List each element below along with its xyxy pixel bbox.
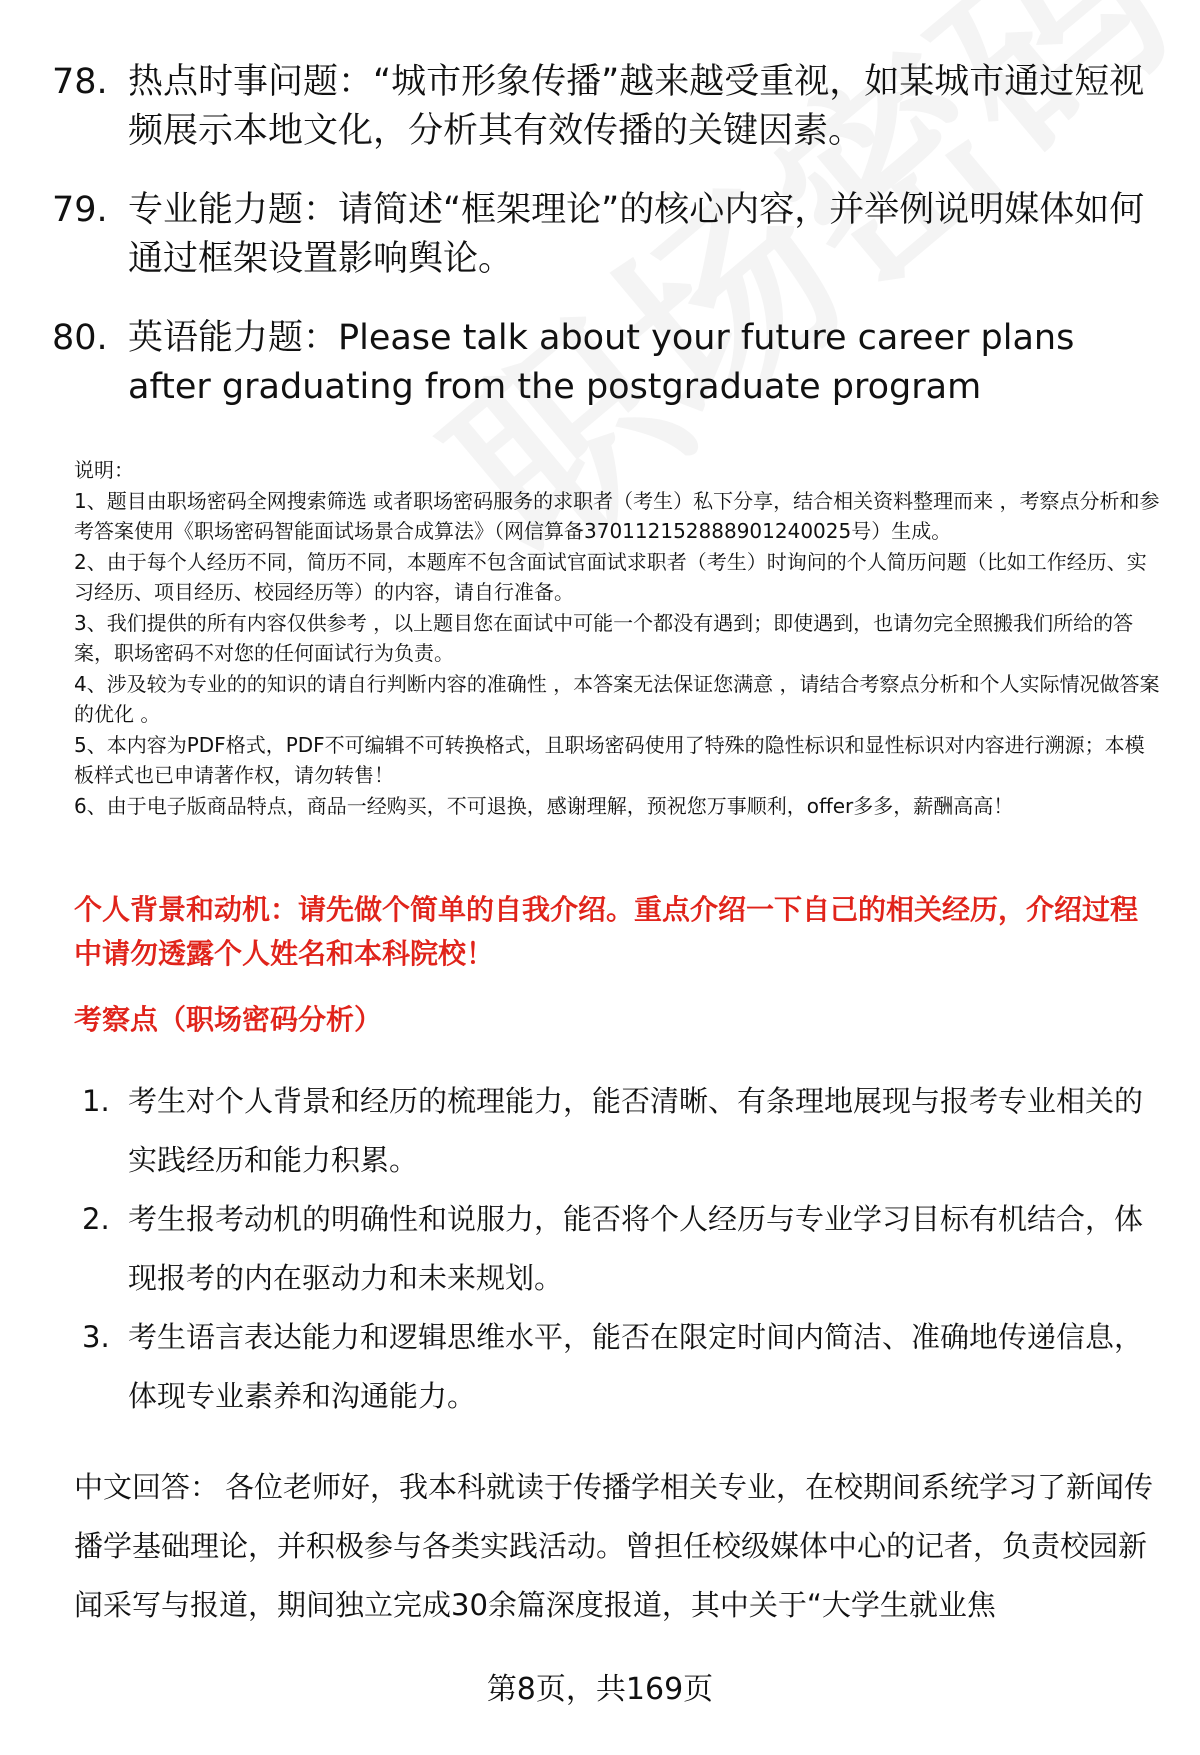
assessment-point <box>82 1072 1162 1190</box>
point-text: 考生报考动机的明确性和说服力，能否将个人经历与专业学习目标有机结合，体现报考的内在驱动力和未来规划。 <box>128 1202 1144 1295</box>
question-number: 79. <box>52 190 108 230</box>
page-footer: 第8页，共169页 <box>486 1672 714 1707</box>
question-number: 78. <box>52 62 108 102</box>
note-item: 5、本内容为PDF格式，PDF不可编辑不可转换格式，且职场密码使用了特殊的隐性标识和显性标识对内容进行溯源；本模板样式也已申请著作权，请勿转售！ <box>74 732 1145 787</box>
answer-paragraph <box>74 1458 1164 1635</box>
assessment-point <box>82 1308 1162 1426</box>
question-text: 英语能力题：Please talk about your future career plans after graduating from the postgraduate program <box>128 318 1075 407</box>
note-item: 6、由于电子版商品特点，商品一经购买，不可退换，感谢理解，预祝您万事顺利，offer多多，薪酬高高！ <box>74 793 1014 818</box>
point-text: 考生对个人背景和经历的梳理能力，能否清晰、有条理地展现与报考专业相关的实践经历和能力积累。 <box>128 1084 1144 1177</box>
answer-label: 中文回答： <box>74 1470 220 1504</box>
question-item <box>52 58 1162 156</box>
point-number: 1. <box>82 1084 110 1118</box>
section-subheading: 考察点（职场密码分析） <box>74 1003 383 1036</box>
question-number: 80. <box>52 318 108 358</box>
point-text: 考生语言表达能力和逻辑思维水平，能否在限定时间内简洁、准确地传递信息，体现专业素养和沟通能力。 <box>128 1320 1144 1413</box>
question-text: 专业能力题：请简述“框架理论”的核心内容，并举例说明媒体如何通过框架设置影响舆论。 <box>128 190 1145 279</box>
point-number: 2. <box>82 1202 110 1236</box>
notes-title: 说明： <box>74 458 134 482</box>
section-heading: 个人背景和动机：请先做个简单的自我介绍。重点介绍一下自己的相关经历，介绍过程中请勿透露个人姓名和本科院校！ <box>74 893 1139 970</box>
question-item <box>52 314 1162 412</box>
note-item: 1、题目由职场密码全网搜索筛选 或者职场密码服务的求职者（考生）私下分享，结合相关资料整理而来 ，考察点分析和参考答案使用《职场密码智能面试场景合成算法》（网信算备370112152888901240025号）生成。 <box>74 488 1160 543</box>
note-item: 3、我们提供的所有内容仅供参考 ，以上题目您在面试中可能一个都没有遇到；即使遇到，也请勿完全照搬我们所给的答案，职场密码不对您的任何面试行为负责。 <box>74 610 1134 665</box>
assessment-point <box>82 1190 1162 1308</box>
note-item: 4、涉及较为专业的的知识的请自行判断内容的准确性 ，本答案无法保证您满意 ，请结合考察点分析和个人实际情况做答案的优化 。 <box>74 671 1160 726</box>
question-item <box>52 186 1162 284</box>
answer-text: 各位老师好，我本科就读于传播学相关专业，在校期间系统学习了新闻传播学基础理论，并积极参与各类实践活动。曾担任校级媒体中心的记者，负责校园新闻采写与报道，期间独立完成30余篇深度报道，其中关于“大学生就业焦 <box>74 1470 1154 1622</box>
question-text: 热点时事问题：“城市形象传播”越来越受重视，如某城市通过短视频展示本地文化，分析其有效传播的关键因素。 <box>128 62 1145 151</box>
question-list <box>52 58 1162 442</box>
note-item: 2、由于每个人经历不同，简历不同，本题库不包含面试官面试求职者（考生）时询问的个人简历问题（比如工作经历、实习经历、项目经历、校园经历等）的内容，请自行准备。 <box>74 549 1147 604</box>
assessment-points <box>82 1072 1162 1426</box>
notes-section <box>74 455 1164 821</box>
point-number: 3. <box>82 1320 110 1354</box>
